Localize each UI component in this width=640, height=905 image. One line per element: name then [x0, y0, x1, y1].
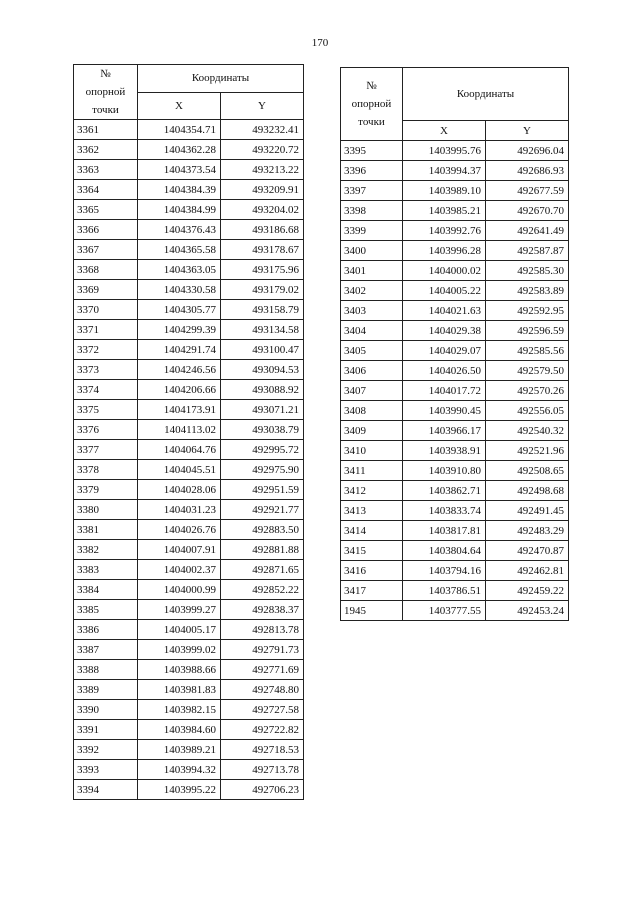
table-row [74, 440, 304, 460]
y-coordinate-cell: 493220.72 [221, 140, 304, 160]
table-row [74, 320, 304, 340]
y-coordinate-cell: 492677.59 [486, 181, 569, 201]
table-row [341, 601, 569, 621]
table-row [74, 240, 304, 260]
x-coordinate-cell: 1403990.45 [403, 401, 486, 421]
y-coordinate-cell: 492587.87 [486, 241, 569, 261]
y-coordinate-cell: 492459.22 [486, 581, 569, 601]
y-coordinate-cell: 492470.87 [486, 541, 569, 561]
point-number-cell: 3390 [74, 700, 138, 720]
point-number-cell: 3412 [341, 481, 403, 501]
point-number-cell: 1945 [341, 601, 403, 621]
table-row [341, 181, 569, 201]
table-row [74, 580, 304, 600]
y-coordinate-cell: 492491.45 [486, 501, 569, 521]
table-row [74, 460, 304, 480]
y-coordinate-cell: 492696.04 [486, 141, 569, 161]
point-number-cell: 3391 [74, 720, 138, 740]
point-number-cell: 3376 [74, 420, 138, 440]
header-point-number: № опорной точки [74, 65, 138, 120]
point-number-cell: 3416 [341, 561, 403, 581]
x-coordinate-cell: 1403995.22 [138, 780, 221, 800]
y-coordinate-cell: 492453.24 [486, 601, 569, 621]
x-coordinate-cell: 1404000.99 [138, 580, 221, 600]
header-y: Y [486, 121, 569, 141]
table-row [341, 281, 569, 301]
x-coordinate-cell: 1404029.38 [403, 321, 486, 341]
point-number-cell: 3389 [74, 680, 138, 700]
table-row [74, 400, 304, 420]
table-row [74, 500, 304, 520]
y-coordinate-cell: 493094.53 [221, 360, 304, 380]
table-row [341, 381, 569, 401]
y-coordinate-cell: 492706.23 [221, 780, 304, 800]
point-number-cell: 3405 [341, 341, 403, 361]
point-number-cell: 3385 [74, 600, 138, 620]
table-row [341, 221, 569, 241]
y-coordinate-cell: 492871.65 [221, 560, 304, 580]
y-coordinate-cell: 493134.58 [221, 320, 304, 340]
table-row [74, 740, 304, 760]
table-row [74, 660, 304, 680]
y-coordinate-cell: 492975.90 [221, 460, 304, 480]
point-number-cell: 3384 [74, 580, 138, 600]
x-coordinate-cell: 1403777.55 [403, 601, 486, 621]
y-coordinate-cell: 492483.29 [486, 521, 569, 541]
point-number-cell: 3372 [74, 340, 138, 360]
point-number-cell: 3411 [341, 461, 403, 481]
y-coordinate-cell: 493186.68 [221, 220, 304, 240]
x-coordinate-cell: 1403862.71 [403, 481, 486, 501]
table-row [341, 321, 569, 341]
point-number-cell: 3393 [74, 760, 138, 780]
coordinates-table-right [340, 67, 569, 621]
y-coordinate-cell: 493179.02 [221, 280, 304, 300]
table-row [74, 780, 304, 800]
point-number-cell: 3381 [74, 520, 138, 540]
x-coordinate-cell: 1403995.76 [403, 141, 486, 161]
table-row [74, 480, 304, 500]
x-coordinate-cell: 1403989.21 [138, 740, 221, 760]
x-coordinate-cell: 1404291.74 [138, 340, 221, 360]
y-coordinate-cell: 493158.79 [221, 300, 304, 320]
y-coordinate-cell: 492585.30 [486, 261, 569, 281]
x-coordinate-cell: 1404045.51 [138, 460, 221, 480]
table-row [341, 581, 569, 601]
point-number-cell: 3373 [74, 360, 138, 380]
table-row [74, 180, 304, 200]
y-coordinate-cell: 492748.80 [221, 680, 304, 700]
x-coordinate-cell: 1403994.37 [403, 161, 486, 181]
table-row [74, 420, 304, 440]
y-coordinate-cell: 492498.68 [486, 481, 569, 501]
point-number-cell: 3408 [341, 401, 403, 421]
table-row [74, 540, 304, 560]
y-coordinate-cell: 493178.67 [221, 240, 304, 260]
table-row [74, 700, 304, 720]
y-coordinate-cell: 492951.59 [221, 480, 304, 500]
point-number-cell: 3374 [74, 380, 138, 400]
x-coordinate-cell: 1404354.71 [138, 120, 221, 140]
y-coordinate-cell: 493209.91 [221, 180, 304, 200]
table-row [341, 481, 569, 501]
point-number-cell: 3362 [74, 140, 138, 160]
x-coordinate-cell: 1403817.81 [403, 521, 486, 541]
y-coordinate-cell: 492596.59 [486, 321, 569, 341]
point-number-cell: 3365 [74, 200, 138, 220]
y-coordinate-cell: 492771.69 [221, 660, 304, 680]
x-coordinate-cell: 1404305.77 [138, 300, 221, 320]
x-coordinate-cell: 1403994.32 [138, 760, 221, 780]
table-row [341, 301, 569, 321]
y-coordinate-cell: 492670.70 [486, 201, 569, 221]
x-coordinate-cell: 1404017.72 [403, 381, 486, 401]
x-coordinate-cell: 1403833.74 [403, 501, 486, 521]
point-number-cell: 3399 [341, 221, 403, 241]
y-coordinate-cell: 492583.89 [486, 281, 569, 301]
table-row [74, 220, 304, 240]
y-coordinate-cell: 492838.37 [221, 600, 304, 620]
y-coordinate-cell: 492585.56 [486, 341, 569, 361]
point-number-cell: 3379 [74, 480, 138, 500]
y-coordinate-cell: 493232.41 [221, 120, 304, 140]
point-number-cell: 3400 [341, 241, 403, 261]
x-coordinate-cell: 1404007.91 [138, 540, 221, 560]
point-number-cell: 3397 [341, 181, 403, 201]
x-coordinate-cell: 1404330.58 [138, 280, 221, 300]
table-row [341, 521, 569, 541]
table-row [74, 160, 304, 180]
table-body [74, 120, 304, 800]
table-row [341, 441, 569, 461]
table-row [341, 241, 569, 261]
table-row [74, 340, 304, 360]
header-x: X [138, 92, 221, 120]
x-coordinate-cell: 1403982.15 [138, 700, 221, 720]
x-coordinate-cell: 1403910.80 [403, 461, 486, 481]
header-y: Y [221, 92, 304, 120]
x-coordinate-cell: 1404299.39 [138, 320, 221, 340]
x-coordinate-cell: 1404031.23 [138, 500, 221, 520]
y-coordinate-cell: 492508.65 [486, 461, 569, 481]
x-coordinate-cell: 1404021.63 [403, 301, 486, 321]
point-number-cell: 3392 [74, 740, 138, 760]
point-number-cell: 3409 [341, 421, 403, 441]
table-row [74, 200, 304, 220]
table-row [341, 461, 569, 481]
point-number-cell: 3398 [341, 201, 403, 221]
table-row [74, 520, 304, 540]
table-row [74, 620, 304, 640]
header-point-number: № опорной точки [341, 68, 403, 141]
table-row [74, 140, 304, 160]
y-coordinate-cell: 492921.77 [221, 500, 304, 520]
x-coordinate-cell: 1403992.76 [403, 221, 486, 241]
x-coordinate-cell: 1403999.27 [138, 600, 221, 620]
page-number: 170 [311, 37, 329, 49]
x-coordinate-cell: 1404026.50 [403, 361, 486, 381]
point-number-cell: 3378 [74, 460, 138, 480]
table-row [74, 600, 304, 620]
table-row [341, 141, 569, 161]
y-coordinate-cell: 492881.88 [221, 540, 304, 560]
point-number-cell: 3410 [341, 441, 403, 461]
header-coordinates: Координаты [138, 65, 304, 93]
y-coordinate-cell: 492592.95 [486, 301, 569, 321]
y-coordinate-cell: 492883.50 [221, 520, 304, 540]
table-row [74, 300, 304, 320]
y-coordinate-cell: 493071.21 [221, 400, 304, 420]
y-coordinate-cell: 492579.50 [486, 361, 569, 381]
point-number-cell: 3401 [341, 261, 403, 281]
point-number-cell: 3371 [74, 320, 138, 340]
table-row [341, 341, 569, 361]
header-x: X [403, 121, 486, 141]
point-number-cell: 3394 [74, 780, 138, 800]
point-number-cell: 3382 [74, 540, 138, 560]
table-body [341, 141, 569, 621]
x-coordinate-cell: 1403966.17 [403, 421, 486, 441]
point-number-cell: 3402 [341, 281, 403, 301]
x-coordinate-cell: 1403988.66 [138, 660, 221, 680]
y-coordinate-cell: 492713.78 [221, 760, 304, 780]
x-coordinate-cell: 1404029.07 [403, 341, 486, 361]
x-coordinate-cell: 1403984.60 [138, 720, 221, 740]
point-number-cell: 3386 [74, 620, 138, 640]
y-coordinate-cell: 492521.96 [486, 441, 569, 461]
y-coordinate-cell: 492641.49 [486, 221, 569, 241]
point-number-cell: 3406 [341, 361, 403, 381]
x-coordinate-cell: 1404246.56 [138, 360, 221, 380]
y-coordinate-cell: 493088.92 [221, 380, 304, 400]
x-coordinate-cell: 1403981.83 [138, 680, 221, 700]
table-row [74, 720, 304, 740]
x-coordinate-cell: 1404000.02 [403, 261, 486, 281]
table-row [341, 401, 569, 421]
table-row [341, 561, 569, 581]
y-coordinate-cell: 492686.93 [486, 161, 569, 181]
table-row [74, 380, 304, 400]
point-number-cell: 3364 [74, 180, 138, 200]
x-coordinate-cell: 1403786.51 [403, 581, 486, 601]
header-coordinates: Координаты [403, 68, 569, 121]
y-coordinate-cell: 493213.22 [221, 160, 304, 180]
x-coordinate-cell: 1403989.10 [403, 181, 486, 201]
y-coordinate-cell: 492462.81 [486, 561, 569, 581]
y-coordinate-cell: 492540.32 [486, 421, 569, 441]
point-number-cell: 3383 [74, 560, 138, 580]
table-row [341, 261, 569, 281]
y-coordinate-cell: 492570.26 [486, 381, 569, 401]
x-coordinate-cell: 1404113.02 [138, 420, 221, 440]
point-number-cell: 3363 [74, 160, 138, 180]
x-coordinate-cell: 1404026.76 [138, 520, 221, 540]
point-number-cell: 3407 [341, 381, 403, 401]
table-row [341, 501, 569, 521]
table-row [341, 201, 569, 221]
point-number-cell: 3417 [341, 581, 403, 601]
table-row [341, 421, 569, 441]
y-coordinate-cell: 492852.22 [221, 580, 304, 600]
y-coordinate-cell: 492556.05 [486, 401, 569, 421]
y-coordinate-cell: 493038.79 [221, 420, 304, 440]
x-coordinate-cell: 1403996.28 [403, 241, 486, 261]
point-number-cell: 3367 [74, 240, 138, 260]
y-coordinate-cell: 492718.53 [221, 740, 304, 760]
x-coordinate-cell: 1404362.28 [138, 140, 221, 160]
table-row [341, 541, 569, 561]
x-coordinate-cell: 1403794.16 [403, 561, 486, 581]
y-coordinate-cell: 492813.78 [221, 620, 304, 640]
x-coordinate-cell: 1404384.39 [138, 180, 221, 200]
x-coordinate-cell: 1404028.06 [138, 480, 221, 500]
x-coordinate-cell: 1403938.91 [403, 441, 486, 461]
point-number-cell: 3395 [341, 141, 403, 161]
table-row [74, 120, 304, 140]
point-number-cell: 3380 [74, 500, 138, 520]
x-coordinate-cell: 1404206.66 [138, 380, 221, 400]
point-number-cell: 3413 [341, 501, 403, 521]
x-coordinate-cell: 1403999.02 [138, 640, 221, 660]
y-coordinate-cell: 492727.58 [221, 700, 304, 720]
x-coordinate-cell: 1404173.91 [138, 400, 221, 420]
point-number-cell: 3396 [341, 161, 403, 181]
point-number-cell: 3388 [74, 660, 138, 680]
point-number-cell: 3403 [341, 301, 403, 321]
table-row [74, 360, 304, 380]
point-number-cell: 3369 [74, 280, 138, 300]
point-number-cell: 3368 [74, 260, 138, 280]
table-row [74, 680, 304, 700]
y-coordinate-cell: 492995.72 [221, 440, 304, 460]
x-coordinate-cell: 1404363.05 [138, 260, 221, 280]
table-row [74, 280, 304, 300]
x-coordinate-cell: 1404002.37 [138, 560, 221, 580]
point-number-cell: 3414 [341, 521, 403, 541]
point-number-cell: 3387 [74, 640, 138, 660]
table-row [341, 361, 569, 381]
table-row [341, 161, 569, 181]
x-coordinate-cell: 1404005.22 [403, 281, 486, 301]
point-number-cell: 3370 [74, 300, 138, 320]
x-coordinate-cell: 1404376.43 [138, 220, 221, 240]
table-row [74, 260, 304, 280]
table-row [74, 640, 304, 660]
x-coordinate-cell: 1404384.99 [138, 200, 221, 220]
point-number-cell: 3377 [74, 440, 138, 460]
y-coordinate-cell: 492722.82 [221, 720, 304, 740]
y-coordinate-cell: 493175.96 [221, 260, 304, 280]
point-number-cell: 3404 [341, 321, 403, 341]
x-coordinate-cell: 1404064.76 [138, 440, 221, 460]
coordinates-table-left [73, 64, 304, 800]
table-row [74, 560, 304, 580]
y-coordinate-cell: 493100.47 [221, 340, 304, 360]
point-number-cell: 3361 [74, 120, 138, 140]
y-coordinate-cell: 493204.02 [221, 200, 304, 220]
x-coordinate-cell: 1404365.58 [138, 240, 221, 260]
x-coordinate-cell: 1403804.64 [403, 541, 486, 561]
x-coordinate-cell: 1404373.54 [138, 160, 221, 180]
table-row [74, 760, 304, 780]
x-coordinate-cell: 1404005.17 [138, 620, 221, 640]
y-coordinate-cell: 492791.73 [221, 640, 304, 660]
x-coordinate-cell: 1403985.21 [403, 201, 486, 221]
point-number-cell: 3375 [74, 400, 138, 420]
point-number-cell: 3415 [341, 541, 403, 561]
point-number-cell: 3366 [74, 220, 138, 240]
